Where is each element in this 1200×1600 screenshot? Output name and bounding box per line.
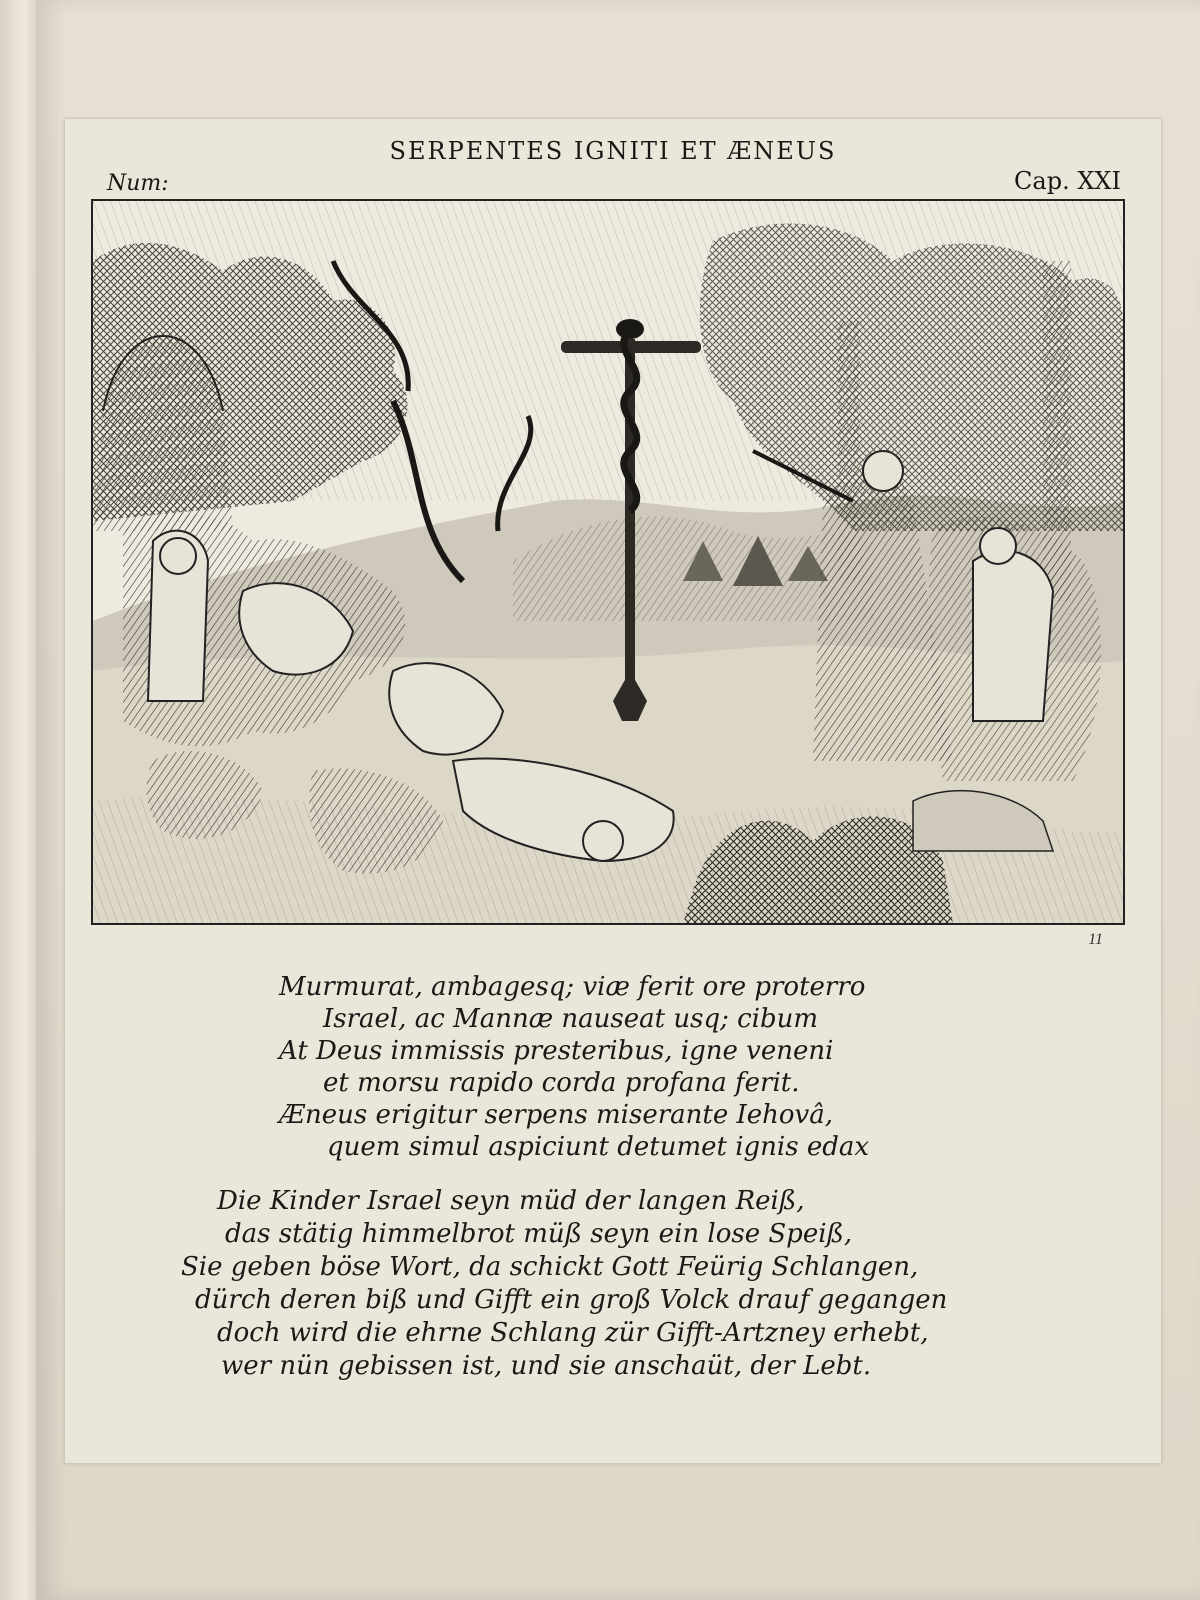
- book-reference: Num:: [107, 171, 169, 196]
- chapter-reference: Cap. XXI: [1014, 167, 1121, 195]
- latin-line: et morsu rapido corda profana ferit.: [323, 1068, 800, 1098]
- engraving-illustration: [91, 199, 1125, 925]
- latin-line: Israel, ac Mannæ nauseat usq; cibum: [323, 1004, 819, 1034]
- latin-verse: [65, 971, 1161, 1163]
- german-line: doch wird die ehrne Schlang zür Gifft-Artzney erhebt,: [217, 1318, 929, 1348]
- german-line: das stätig himmelbrot müß seyn ein lose Speiß,: [225, 1219, 853, 1249]
- latin-line: Æneus erigitur serpens miserante Iehovâ,: [279, 1100, 834, 1130]
- latin-line: quem simul aspiciunt detumet ignis edax: [327, 1132, 870, 1162]
- book-page: [36, 0, 1200, 1600]
- engraving-drawing: [93, 201, 1123, 923]
- latin-line: At Deus immissis presteribus, igne veneni: [279, 1036, 834, 1066]
- german-line: Sie geben böse Wort, da schickt Gott Feürig Schlangen,: [181, 1252, 919, 1282]
- german-verse: [65, 1185, 1161, 1383]
- german-line: Die Kinder Israel seyn müd der langen Reiß,: [217, 1186, 805, 1216]
- german-line: dürch deren biß und Gifft ein groß Volck drauf gegangen: [195, 1285, 948, 1315]
- engraved-plate: [64, 118, 1162, 1464]
- plate-title: SERPENTES IGNITI ET ÆNEUS: [389, 137, 837, 165]
- german-line: wer nün gebissen ist, und sie anschaüt, der Lebt.: [221, 1351, 872, 1381]
- plate-number: 11: [1088, 931, 1103, 948]
- latin-line: Murmurat, ambagesq; viæ ferit ore proterro: [279, 972, 866, 1002]
